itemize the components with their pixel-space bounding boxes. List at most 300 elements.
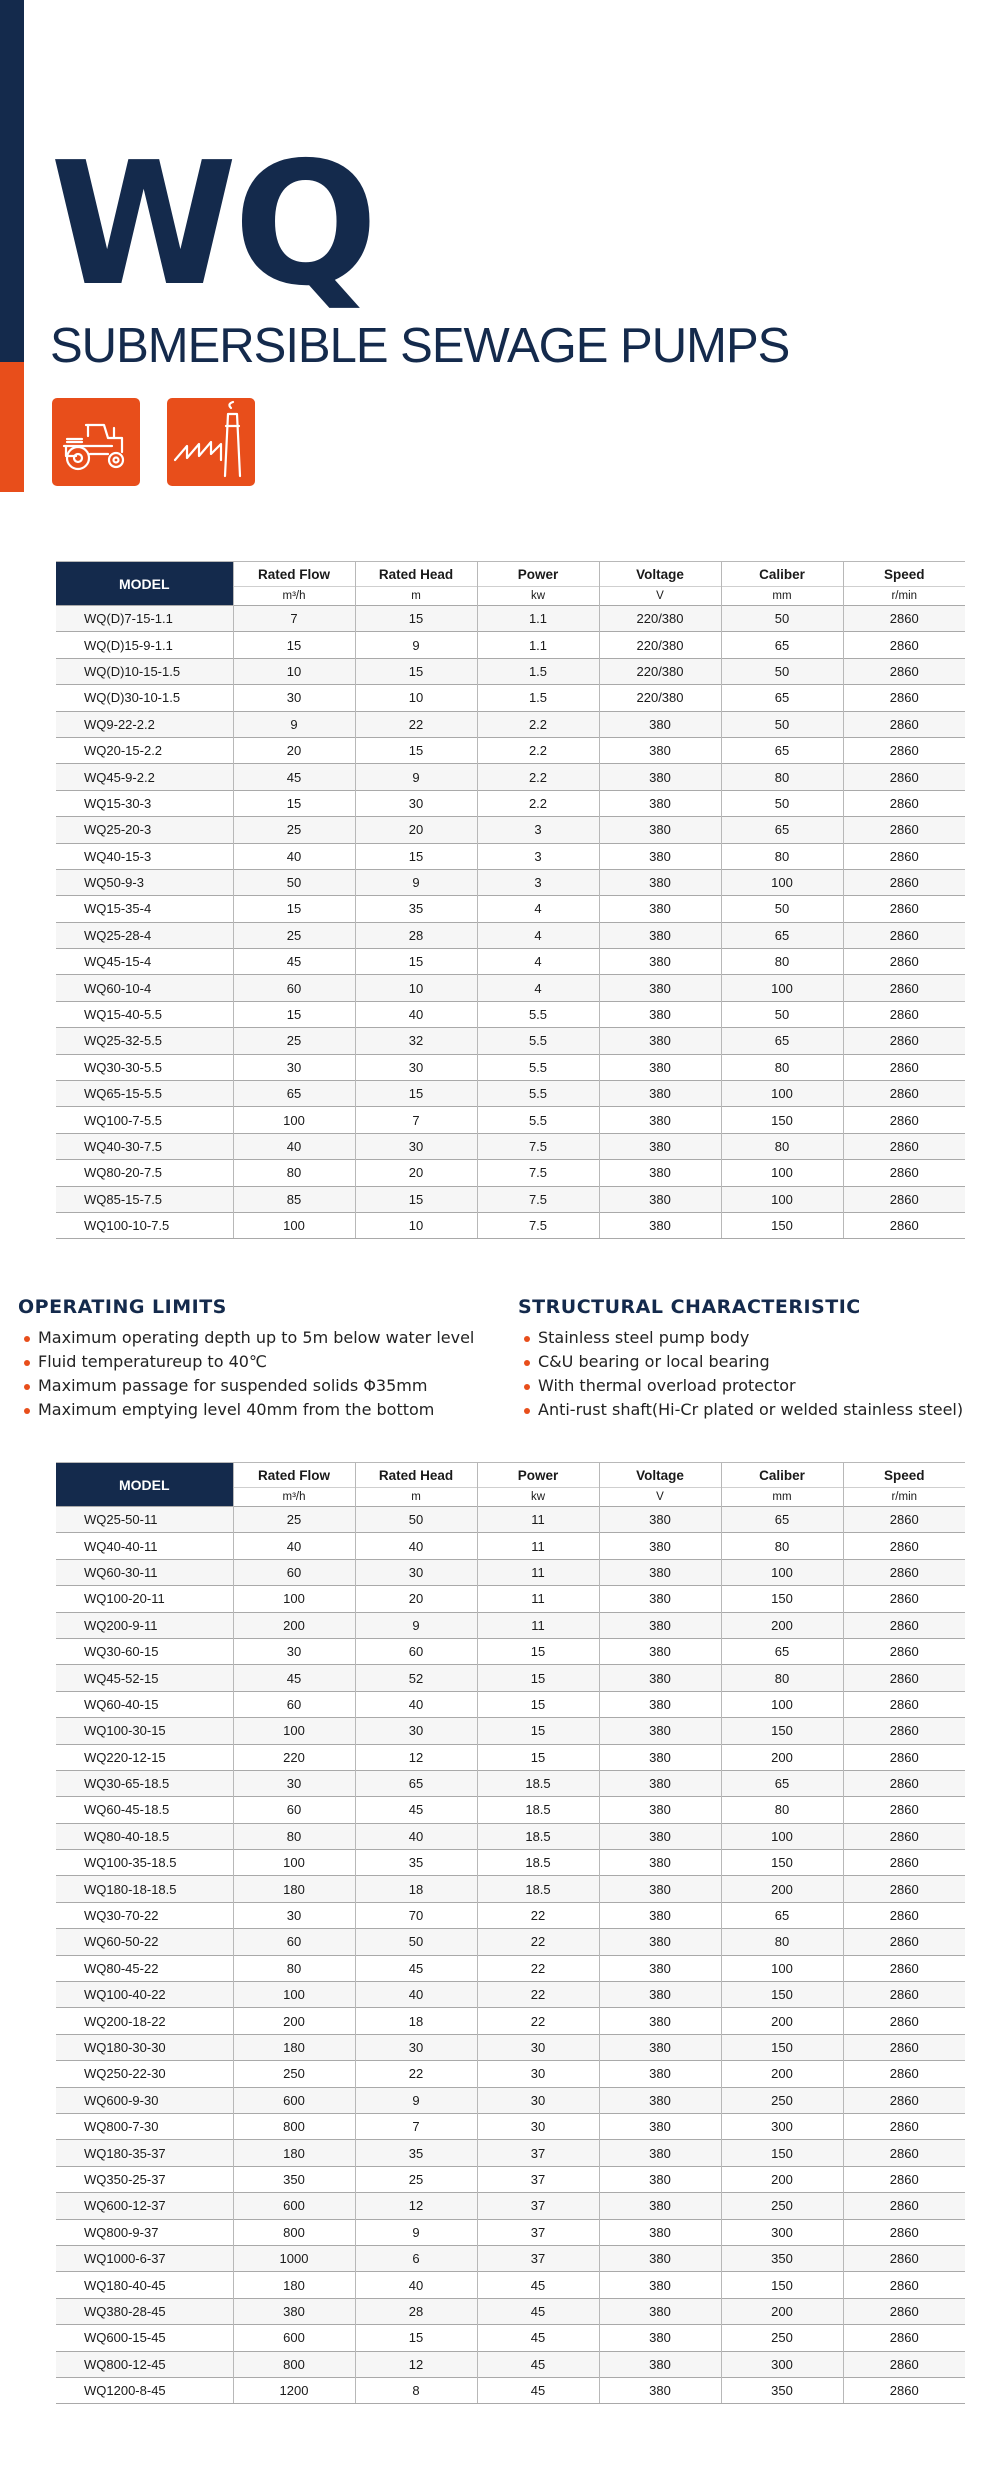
- table-row: [56, 1612, 965, 1638]
- model-cell: WQ60-45-18.5: [56, 1797, 233, 1823]
- value-cell: 80: [721, 764, 843, 790]
- value-cell: 250: [233, 2061, 355, 2087]
- model-cell: WQ100-35-18.5: [56, 1850, 233, 1876]
- table-row: [56, 1160, 965, 1186]
- spec-table-1: [56, 561, 965, 1239]
- value-cell: 15: [233, 790, 355, 816]
- value-cell: 380: [599, 2272, 721, 2298]
- value-cell: 350: [721, 2377, 843, 2403]
- table-row: [56, 1533, 965, 1559]
- value-cell: 2860: [843, 2298, 965, 2324]
- value-cell: 5.5: [477, 1054, 599, 1080]
- table-row: [56, 1929, 965, 1955]
- value-cell: 2860: [843, 1955, 965, 1981]
- model-cell: WQ20-15-2.2: [56, 737, 233, 763]
- value-cell: 380: [599, 1612, 721, 1638]
- value-cell: 100: [721, 1160, 843, 1186]
- value-cell: 100: [233, 1850, 355, 1876]
- table-row: [56, 1770, 965, 1796]
- value-cell: 25: [233, 1028, 355, 1054]
- value-cell: 380: [599, 2166, 721, 2192]
- value-cell: 18: [355, 2008, 477, 2034]
- value-cell: 350: [233, 2166, 355, 2192]
- model-cell: WQ30-30-5.5: [56, 1054, 233, 1080]
- value-cell: 32: [355, 1028, 477, 1054]
- unit-header: mm: [721, 587, 843, 606]
- operating-limit-item: Maximum operating depth up to 5m below water level: [18, 1326, 488, 1350]
- value-cell: 300: [721, 2113, 843, 2139]
- column-header: Power: [477, 562, 599, 587]
- table-row: [56, 737, 965, 763]
- value-cell: 30: [355, 1133, 477, 1159]
- value-cell: 180: [233, 1876, 355, 1902]
- model-cell: WQ(D)7-15-1.1: [56, 606, 233, 632]
- model-cell: WQ100-7-5.5: [56, 1107, 233, 1133]
- value-cell: 1.1: [477, 632, 599, 658]
- value-cell: 2860: [843, 817, 965, 843]
- table-row: [56, 632, 965, 658]
- operating-limits-title: OPERATING LIMITS: [18, 1296, 227, 1318]
- value-cell: 30: [355, 1054, 477, 1080]
- model-cell: WQ15-30-3: [56, 790, 233, 816]
- column-header: Rated Flow: [233, 562, 355, 587]
- model-cell: WQ50-9-3: [56, 869, 233, 895]
- value-cell: 45: [477, 2272, 599, 2298]
- table-row: [56, 2113, 965, 2139]
- value-cell: 100: [721, 1186, 843, 1212]
- value-cell: 380: [599, 2140, 721, 2166]
- operating-limits-section: [18, 1296, 488, 1422]
- value-cell: 60: [233, 1929, 355, 1955]
- value-cell: 65: [721, 817, 843, 843]
- value-cell: 7.5: [477, 1186, 599, 1212]
- accent-bar-navy: [0, 0, 24, 362]
- value-cell: 3: [477, 843, 599, 869]
- table-row: [56, 949, 965, 975]
- value-cell: 380: [599, 2325, 721, 2351]
- value-cell: 15: [355, 737, 477, 763]
- value-cell: 11: [477, 1507, 599, 1533]
- value-cell: 2860: [843, 1559, 965, 1585]
- model-cell: WQ180-18-18.5: [56, 1876, 233, 1902]
- model-cell: WQ15-35-4: [56, 896, 233, 922]
- value-cell: 30: [233, 1054, 355, 1080]
- value-cell: 60: [233, 1797, 355, 1823]
- table-row: [56, 685, 965, 711]
- value-cell: 18.5: [477, 1876, 599, 1902]
- value-cell: 50: [721, 896, 843, 922]
- table-row: [56, 975, 965, 1001]
- table-row: [56, 1001, 965, 1027]
- value-cell: 30: [477, 2113, 599, 2139]
- value-cell: 9: [233, 711, 355, 737]
- table-row: [56, 2193, 965, 2219]
- model-cell: WQ80-20-7.5: [56, 1160, 233, 1186]
- value-cell: 2860: [843, 1107, 965, 1133]
- model-cell: WQ25-20-3: [56, 817, 233, 843]
- table-row: [56, 2272, 965, 2298]
- value-cell: 1.1: [477, 606, 599, 632]
- value-cell: 800: [233, 2113, 355, 2139]
- value-cell: 380: [599, 2034, 721, 2060]
- value-cell: 380: [599, 1533, 721, 1559]
- value-cell: 80: [721, 1133, 843, 1159]
- model-cell: WQ600-9-30: [56, 2087, 233, 2113]
- value-cell: 100: [721, 869, 843, 895]
- table-row: [56, 2140, 965, 2166]
- value-cell: 65: [233, 1081, 355, 1107]
- value-cell: 600: [233, 2087, 355, 2113]
- value-cell: 2860: [843, 2377, 965, 2403]
- value-cell: 380: [599, 817, 721, 843]
- model-cell: WQ40-30-7.5: [56, 1133, 233, 1159]
- table-row: [56, 2377, 965, 2403]
- model-header: MODEL: [56, 1463, 233, 1507]
- unit-header: r/min: [843, 1488, 965, 1507]
- value-cell: 45: [355, 1797, 477, 1823]
- model-cell: WQ100-30-15: [56, 1718, 233, 1744]
- table-row: [56, 1054, 965, 1080]
- value-cell: 380: [599, 1160, 721, 1186]
- value-cell: 180: [233, 2140, 355, 2166]
- value-cell: 200: [721, 2166, 843, 2192]
- value-cell: 2860: [843, 1133, 965, 1159]
- value-cell: 15: [355, 606, 477, 632]
- value-cell: 30: [477, 2061, 599, 2087]
- value-cell: 150: [721, 1982, 843, 2008]
- value-cell: 2860: [843, 1902, 965, 1928]
- unit-header: V: [599, 587, 721, 606]
- value-cell: 60: [233, 1691, 355, 1717]
- value-cell: 45: [477, 2377, 599, 2403]
- value-cell: 2860: [843, 764, 965, 790]
- value-cell: 380: [599, 1982, 721, 2008]
- value-cell: 380: [599, 1876, 721, 1902]
- value-cell: 380: [599, 1770, 721, 1796]
- value-cell: 15: [233, 896, 355, 922]
- value-cell: 45: [355, 1955, 477, 1981]
- value-cell: 7.5: [477, 1160, 599, 1186]
- model-cell: WQ45-9-2.2: [56, 764, 233, 790]
- value-cell: 2860: [843, 1797, 965, 1823]
- value-cell: 12: [355, 1744, 477, 1770]
- model-cell: WQ200-9-11: [56, 1612, 233, 1638]
- table-row: [56, 2061, 965, 2087]
- value-cell: 2860: [843, 1876, 965, 1902]
- value-cell: 45: [477, 2298, 599, 2324]
- unit-header: m: [355, 1488, 477, 1507]
- model-cell: WQ180-35-37: [56, 2140, 233, 2166]
- model-cell: WQ30-65-18.5: [56, 1770, 233, 1796]
- table-row: [56, 2351, 965, 2377]
- value-cell: 380: [599, 949, 721, 975]
- value-cell: 4: [477, 922, 599, 948]
- value-cell: 100: [233, 1718, 355, 1744]
- model-cell: WQ220-12-15: [56, 1744, 233, 1770]
- value-cell: 100: [233, 1107, 355, 1133]
- value-cell: 30: [355, 790, 477, 816]
- value-cell: 50: [355, 1929, 477, 1955]
- factory-icon: [167, 398, 255, 486]
- value-cell: 18.5: [477, 1823, 599, 1849]
- value-cell: 380: [599, 1133, 721, 1159]
- value-cell: 50: [721, 711, 843, 737]
- value-cell: 7: [355, 2113, 477, 2139]
- value-cell: 800: [233, 2351, 355, 2377]
- column-header: Speed: [843, 1463, 965, 1488]
- value-cell: 15: [355, 1186, 477, 1212]
- model-cell: WQ40-40-11: [56, 1533, 233, 1559]
- value-cell: 100: [721, 1691, 843, 1717]
- value-cell: 200: [721, 2008, 843, 2034]
- value-cell: 380: [599, 764, 721, 790]
- value-cell: 2.2: [477, 711, 599, 737]
- structural-item: Anti-rust shaft(Hi-Cr plated or welded stainless steel): [518, 1398, 988, 1422]
- value-cell: 15: [233, 632, 355, 658]
- model-cell: WQ180-30-30: [56, 2034, 233, 2060]
- value-cell: 2860: [843, 1612, 965, 1638]
- unit-header: m³/h: [233, 587, 355, 606]
- value-cell: 4: [477, 949, 599, 975]
- value-cell: 8: [355, 2377, 477, 2403]
- value-cell: 380: [599, 2351, 721, 2377]
- model-cell: WQ180-40-45: [56, 2272, 233, 2298]
- table-row: [56, 1876, 965, 1902]
- value-cell: 380: [599, 896, 721, 922]
- value-cell: 15: [477, 1744, 599, 1770]
- value-cell: 2860: [843, 2008, 965, 2034]
- table-row: [56, 1665, 965, 1691]
- table-row: [56, 2087, 965, 2113]
- value-cell: 2860: [843, 843, 965, 869]
- value-cell: 60: [233, 975, 355, 1001]
- value-cell: 200: [721, 2061, 843, 2087]
- structural-item: Stainless steel pump body: [518, 1326, 988, 1350]
- value-cell: 20: [355, 817, 477, 843]
- value-cell: 150: [721, 2272, 843, 2298]
- value-cell: 2860: [843, 2034, 965, 2060]
- table-row: [56, 2219, 965, 2245]
- value-cell: 30: [233, 685, 355, 711]
- value-cell: 40: [355, 2272, 477, 2298]
- unit-header: m: [355, 587, 477, 606]
- value-cell: 10: [355, 685, 477, 711]
- value-cell: 2860: [843, 949, 965, 975]
- value-cell: 40: [233, 1533, 355, 1559]
- value-cell: 50: [721, 658, 843, 684]
- table-row: [56, 1107, 965, 1133]
- model-cell: WQ(D)15-9-1.1: [56, 632, 233, 658]
- value-cell: 80: [233, 1823, 355, 1849]
- value-cell: 100: [233, 1982, 355, 2008]
- table-row: [56, 1638, 965, 1664]
- value-cell: 2860: [843, 896, 965, 922]
- value-cell: 2860: [843, 2272, 965, 2298]
- value-cell: 2860: [843, 2113, 965, 2139]
- value-cell: 2860: [843, 790, 965, 816]
- value-cell: 380: [599, 1054, 721, 1080]
- table-row: [56, 2008, 965, 2034]
- value-cell: 37: [477, 2219, 599, 2245]
- value-cell: 2860: [843, 737, 965, 763]
- value-cell: 600: [233, 2325, 355, 2351]
- value-cell: 30: [477, 2034, 599, 2060]
- model-cell: WQ40-15-3: [56, 843, 233, 869]
- value-cell: 20: [233, 737, 355, 763]
- table-row: [56, 1186, 965, 1212]
- model-header: MODEL: [56, 562, 233, 606]
- value-cell: 2860: [843, 1586, 965, 1612]
- value-cell: 380: [599, 2298, 721, 2324]
- value-cell: 1200: [233, 2377, 355, 2403]
- column-header: Caliber: [721, 1463, 843, 1488]
- table-row: [56, 1718, 965, 1744]
- value-cell: 220/380: [599, 632, 721, 658]
- value-cell: 7: [233, 606, 355, 632]
- page-subtitle: SUBMERSIBLE SEWAGE PUMPS: [50, 319, 790, 373]
- value-cell: 100: [721, 1955, 843, 1981]
- table-row: [56, 1212, 965, 1238]
- table-row: [56, 1028, 965, 1054]
- value-cell: 2860: [843, 1533, 965, 1559]
- model-cell: WQ600-15-45: [56, 2325, 233, 2351]
- table-row: [56, 896, 965, 922]
- value-cell: 200: [721, 1612, 843, 1638]
- column-header: Caliber: [721, 562, 843, 587]
- value-cell: 80: [721, 949, 843, 975]
- value-cell: 380: [599, 2061, 721, 2087]
- value-cell: 15: [355, 1081, 477, 1107]
- value-cell: 250: [721, 2193, 843, 2219]
- value-cell: 2860: [843, 2140, 965, 2166]
- value-cell: 18.5: [477, 1770, 599, 1796]
- value-cell: 80: [721, 1797, 843, 1823]
- value-cell: 380: [599, 2113, 721, 2139]
- value-cell: 2860: [843, 1160, 965, 1186]
- value-cell: 40: [233, 1133, 355, 1159]
- value-cell: 100: [721, 1823, 843, 1849]
- model-cell: WQ60-50-22: [56, 1929, 233, 1955]
- value-cell: 200: [233, 1612, 355, 1638]
- value-cell: 30: [355, 2034, 477, 2060]
- value-cell: 65: [355, 1770, 477, 1796]
- value-cell: 2860: [843, 1718, 965, 1744]
- value-cell: 80: [233, 1955, 355, 1981]
- value-cell: 9: [355, 1612, 477, 1638]
- value-cell: 2860: [843, 869, 965, 895]
- value-cell: 5.5: [477, 1028, 599, 1054]
- value-cell: 12: [355, 2193, 477, 2219]
- value-cell: 9: [355, 2087, 477, 2113]
- model-cell: WQ45-15-4: [56, 949, 233, 975]
- value-cell: 380: [599, 1797, 721, 1823]
- value-cell: 52: [355, 1665, 477, 1691]
- value-cell: 600: [233, 2193, 355, 2219]
- value-cell: 50: [355, 1507, 477, 1533]
- value-cell: 2860: [843, 1929, 965, 1955]
- value-cell: 9: [355, 764, 477, 790]
- value-cell: 25: [233, 817, 355, 843]
- value-cell: 380: [599, 1186, 721, 1212]
- value-cell: 35: [355, 2140, 477, 2166]
- value-cell: 2860: [843, 658, 965, 684]
- table-row: [56, 764, 965, 790]
- unit-header: m³/h: [233, 1488, 355, 1507]
- value-cell: 380: [599, 1665, 721, 1691]
- value-cell: 12: [355, 2351, 477, 2377]
- value-cell: 18: [355, 1876, 477, 1902]
- model-cell: WQ600-12-37: [56, 2193, 233, 2219]
- value-cell: 380: [599, 1691, 721, 1717]
- model-cell: WQ25-50-11: [56, 1507, 233, 1533]
- value-cell: 65: [721, 737, 843, 763]
- value-cell: 2860: [843, 1982, 965, 2008]
- value-cell: 2860: [843, 922, 965, 948]
- model-cell: WQ(D)30-10-1.5: [56, 685, 233, 711]
- spec-table-2: [56, 1462, 965, 2404]
- column-header: Speed: [843, 562, 965, 587]
- model-cell: WQ1200-8-45: [56, 2377, 233, 2403]
- value-cell: 150: [721, 1586, 843, 1612]
- value-cell: 2860: [843, 1054, 965, 1080]
- table-row: [56, 2166, 965, 2192]
- value-cell: 40: [355, 1533, 477, 1559]
- value-cell: 37: [477, 2193, 599, 2219]
- value-cell: 300: [721, 2351, 843, 2377]
- value-cell: 15: [477, 1665, 599, 1691]
- value-cell: 2860: [843, 1186, 965, 1212]
- model-cell: WQ85-15-7.5: [56, 1186, 233, 1212]
- value-cell: 380: [599, 790, 721, 816]
- value-cell: 4: [477, 896, 599, 922]
- value-cell: 100: [721, 1081, 843, 1107]
- value-cell: 100: [233, 1586, 355, 1612]
- value-cell: 80: [233, 1160, 355, 1186]
- value-cell: 380: [599, 1955, 721, 1981]
- value-cell: 18.5: [477, 1850, 599, 1876]
- value-cell: 80: [721, 843, 843, 869]
- value-cell: 6: [355, 2245, 477, 2271]
- value-cell: 28: [355, 2298, 477, 2324]
- value-cell: 380: [599, 1028, 721, 1054]
- value-cell: 380: [599, 1507, 721, 1533]
- value-cell: 45: [477, 2325, 599, 2351]
- value-cell: 7.5: [477, 1212, 599, 1238]
- table-row: [56, 1744, 965, 1770]
- model-cell: WQ15-40-5.5: [56, 1001, 233, 1027]
- value-cell: 9: [355, 632, 477, 658]
- value-cell: 45: [477, 2351, 599, 2377]
- value-cell: 380: [599, 1212, 721, 1238]
- model-cell: WQ80-40-18.5: [56, 1823, 233, 1849]
- model-cell: WQ800-9-37: [56, 2219, 233, 2245]
- value-cell: 65: [721, 632, 843, 658]
- value-cell: 380: [599, 1586, 721, 1612]
- model-cell: WQ100-20-11: [56, 1586, 233, 1612]
- value-cell: 380: [599, 975, 721, 1001]
- value-cell: 380: [599, 2377, 721, 2403]
- value-cell: 15: [355, 658, 477, 684]
- value-cell: 10: [233, 658, 355, 684]
- operating-limit-item: Maximum emptying level 40mm from the bottom: [18, 1398, 488, 1422]
- brand-title: WQ: [50, 126, 375, 324]
- value-cell: 22: [477, 1929, 599, 1955]
- model-cell: WQ25-32-5.5: [56, 1028, 233, 1054]
- value-cell: 380: [599, 1823, 721, 1849]
- value-cell: 65: [721, 1638, 843, 1664]
- value-cell: 2.2: [477, 790, 599, 816]
- table-row: [56, 658, 965, 684]
